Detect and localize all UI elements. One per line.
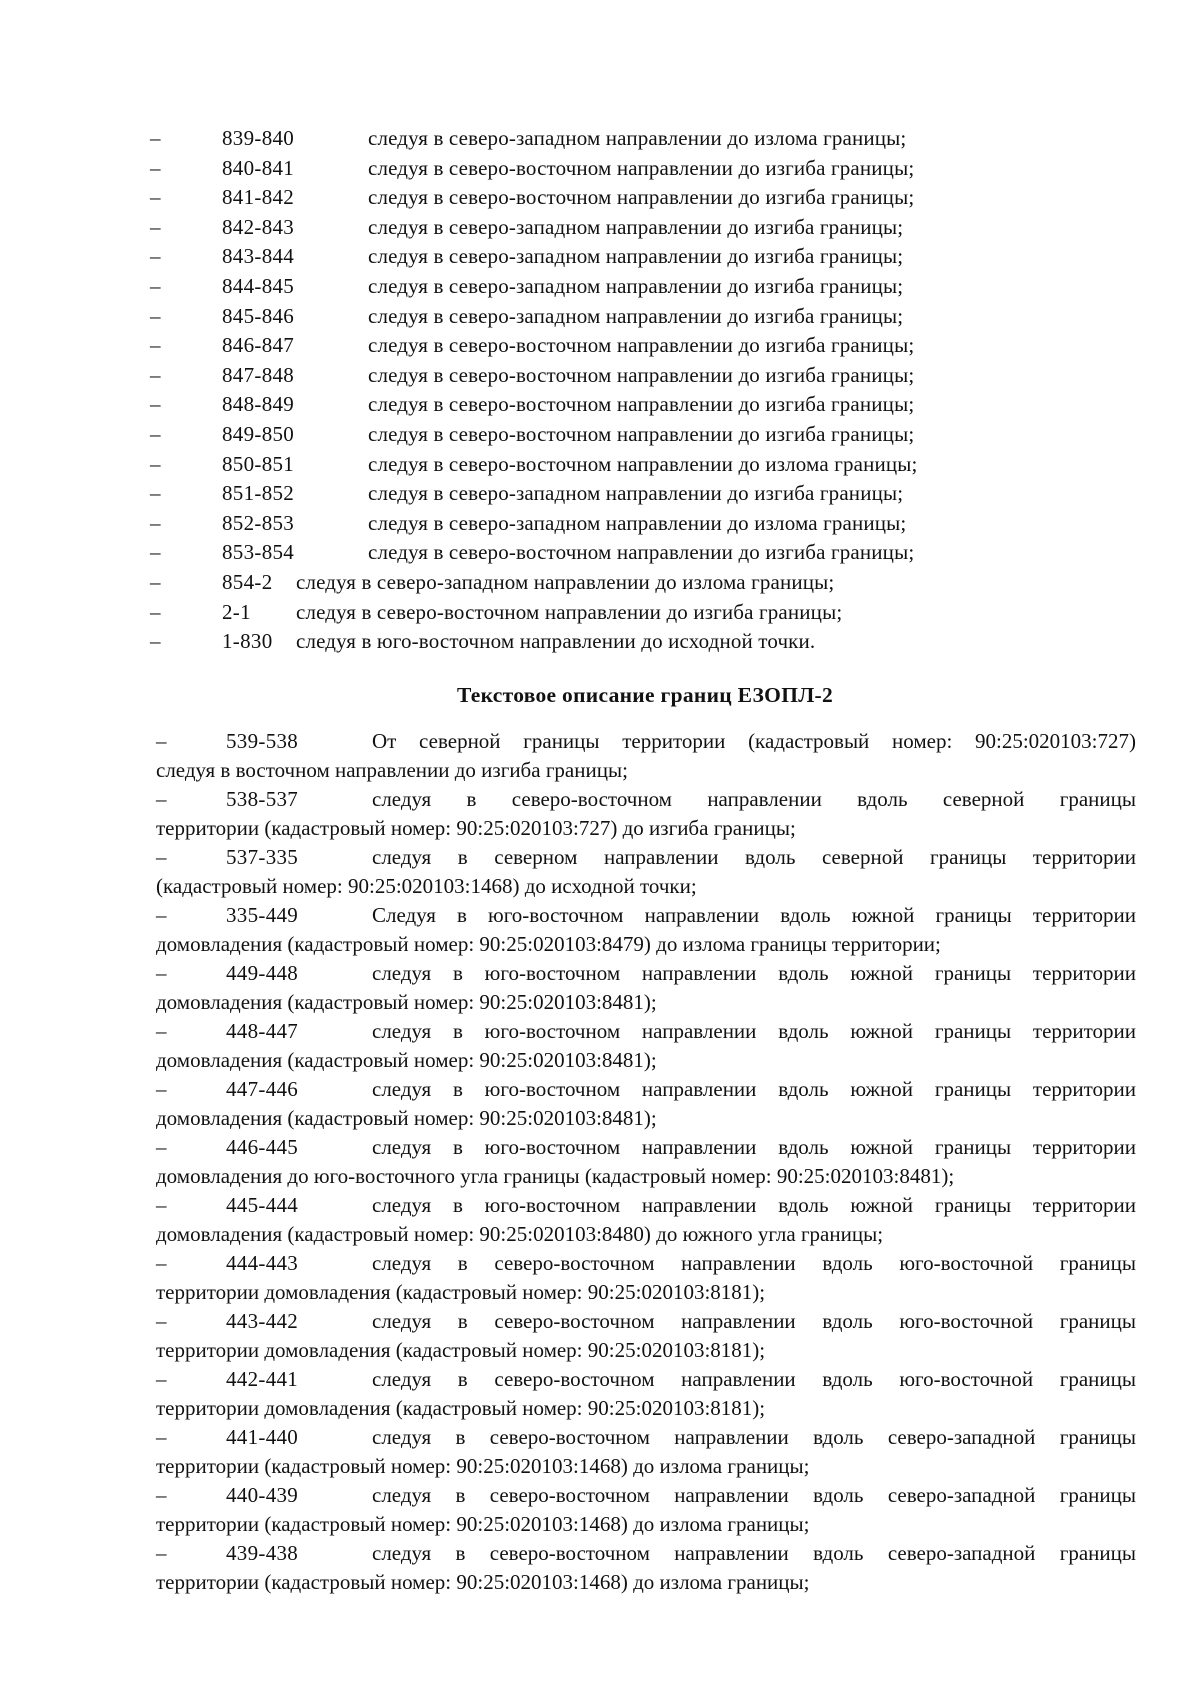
list-dash: – <box>150 303 161 328</box>
segment-description-line-2: территории (кадастровый номер: 90:25:020103:1468) до излома границы; <box>156 1569 810 1594</box>
list-dash: – <box>156 729 167 753</box>
list-dash: – <box>150 126 161 150</box>
segment-description-line-2: домовладения (кадастровый номер: 90:25:020103:8481); <box>156 989 657 1014</box>
segment-description: следуя в северо-восточном направлении до излома границы; <box>368 451 918 476</box>
list-item <box>156 1133 1136 1191</box>
list-item <box>150 272 1050 302</box>
list-item <box>156 1481 1136 1539</box>
list-dash: – <box>156 1193 167 1217</box>
point-range: 446-445 <box>226 1135 299 1159</box>
list-dash: – <box>156 1541 167 1565</box>
list-dash: – <box>156 1483 167 1507</box>
segment-description-line-2: домовладения (кадастровый номер: 90:25:020103:8481); <box>156 1047 657 1072</box>
segment-description-line-2: домовладения (кадастровый номер: 90:25:020103:8480) до южного угла границы; <box>156 1221 884 1246</box>
list-item <box>150 420 1050 450</box>
point-range: 851-852 <box>222 481 295 506</box>
list-item <box>150 568 1050 598</box>
list-dash: – <box>156 1425 167 1449</box>
point-range: 441-440 <box>226 1425 299 1449</box>
boundary-list-part-1 <box>150 124 1050 657</box>
segment-description: следуя в северо-восточном направлении до изгиба границы; <box>368 421 915 446</box>
list-dash: – <box>150 421 161 446</box>
point-range: 845-846 <box>222 303 295 328</box>
segment-description: следуя в северо-западном направлении до изгиба границы; <box>368 214 904 239</box>
segment-description-line-2: территории (кадастровый номер: 90:25:020103:1468) до излома границы; <box>156 1511 810 1536</box>
list-item <box>156 1075 1136 1133</box>
list-dash: – <box>150 214 161 239</box>
segment-description-line-1: следуя в северо-восточном направлении вдоль северной границы <box>372 787 1136 811</box>
point-range: 846-847 <box>222 333 295 358</box>
list-item <box>150 183 1050 213</box>
list-dash: – <box>150 629 161 654</box>
list-item <box>156 1191 1136 1249</box>
segment-description-line-1: следуя в юго-восточном направлении вдоль южной границы территории <box>372 1019 1136 1043</box>
list-dash: – <box>150 244 161 269</box>
point-range: 539-538 <box>226 729 299 753</box>
segment-description-line-1: следуя в юго-восточном направлении вдоль южной границы территории <box>372 1135 1136 1159</box>
list-item <box>156 1423 1136 1481</box>
segment-description-line-1: следуя в юго-восточном направлении вдоль южной границы территории <box>372 1193 1136 1217</box>
list-item <box>150 154 1050 184</box>
segment-description-line-2: домовладения (кадастровый номер: 90:25:020103:8479) до излома границы территории; <box>156 931 941 956</box>
segment-description-line-1: следуя в северо-восточном направлении вдоль юго-восточной границы <box>372 1309 1136 1333</box>
segment-description: следуя в северо-западном направлении до изгиба границы; <box>368 481 904 506</box>
list-dash: – <box>156 903 167 927</box>
point-range: 448-447 <box>226 1019 299 1043</box>
list-dash: – <box>150 540 161 565</box>
list-dash: – <box>156 1309 167 1333</box>
segment-description-line-1: следуя в юго-восточном направлении вдоль южной границы территории <box>372 961 1136 985</box>
point-range: 444-443 <box>226 1251 299 1275</box>
list-dash: – <box>150 451 161 476</box>
list-item <box>156 727 1136 785</box>
point-range: 440-439 <box>226 1483 299 1507</box>
list-item <box>150 450 1050 480</box>
list-item <box>150 479 1050 509</box>
segment-description: следуя в северо-западном направлении до излома границы; <box>368 510 907 535</box>
list-dash: – <box>156 1019 167 1043</box>
point-range: 847-848 <box>222 362 295 387</box>
list-item <box>156 901 1136 959</box>
segment-description-line-2: территории домовладения (кадастровый номер: 90:25:020103:8181); <box>156 1395 766 1420</box>
point-range: 854-2 <box>222 569 273 594</box>
segment-description-line-2: территории домовладения (кадастровый номер: 90:25:020103:8181); <box>156 1337 766 1362</box>
list-dash: – <box>156 1251 167 1275</box>
segment-description: следуя в северо-западном направлении до излома границы; <box>296 569 835 594</box>
list-dash: – <box>150 392 161 417</box>
list-dash: – <box>150 155 161 180</box>
list-item <box>150 361 1050 391</box>
section-heading: Текстовое описание границ ЕЗОПЛ-2 <box>456 683 834 707</box>
list-item <box>156 1017 1136 1075</box>
list-item <box>156 1307 1136 1365</box>
segment-description: следуя в северо-западном направлении до излома границы; <box>368 126 907 150</box>
list-item <box>150 213 1050 243</box>
point-range: 839-840 <box>222 126 295 150</box>
point-range: 844-845 <box>222 273 295 298</box>
list-item <box>150 124 1050 154</box>
segment-description: следуя в юго-восточном направлении до исходной точки. <box>296 629 816 654</box>
list-item <box>150 390 1050 420</box>
list-dash: – <box>150 569 161 594</box>
segment-description-line-1: следуя в северном направлении вдоль северной границы территории <box>372 845 1136 869</box>
boundary-list-part-2 <box>156 727 1136 1597</box>
segment-description-line-1: следуя в северо-восточном направлении вдоль северо-западной границы <box>372 1425 1136 1449</box>
point-range: 849-850 <box>222 421 295 446</box>
point-range: 538-537 <box>226 787 299 811</box>
point-range: 848-849 <box>222 392 295 417</box>
segment-description-line-1: Следуя в юго-восточном направлении вдоль южной границы территории <box>372 903 1136 927</box>
point-range: 449-448 <box>226 961 299 985</box>
segment-description-line-2: домовладения до юго-восточного угла границы (кадастровый номер: 90:25:020103:8481); <box>156 1163 955 1188</box>
list-item <box>150 627 1050 657</box>
point-range: 843-844 <box>222 244 295 269</box>
point-range: 335-449 <box>226 903 299 927</box>
list-dash: – <box>150 481 161 506</box>
segment-description-line-1: От северной границы территории (кадастровый номер: 90:25:020103:727) <box>372 729 1136 753</box>
point-range: 442-441 <box>226 1367 299 1391</box>
segment-description-line-2: домовладения (кадастровый номер: 90:25:020103:8481); <box>156 1105 657 1130</box>
list-dash: – <box>156 845 167 869</box>
list-item <box>150 331 1050 361</box>
segment-description: следуя в северо-западном направлении до изгиба границы; <box>368 273 904 298</box>
segment-description-line-2: (кадастровый номер: 90:25:020103:1468) до исходной точки; <box>156 873 697 898</box>
point-range: 537-335 <box>226 845 299 869</box>
list-item <box>156 1365 1136 1423</box>
point-range: 852-853 <box>222 510 295 535</box>
segment-description: следуя в северо-восточном направлении до изгиба границы; <box>368 392 915 417</box>
list-item <box>156 1539 1136 1597</box>
list-item <box>156 785 1136 843</box>
point-range: 850-851 <box>222 451 295 476</box>
list-dash: – <box>150 273 161 298</box>
list-item <box>156 1249 1136 1307</box>
list-dash: – <box>156 961 167 985</box>
point-range: 439-438 <box>226 1541 299 1565</box>
point-range: 443-442 <box>226 1309 299 1333</box>
list-dash: – <box>150 185 161 210</box>
list-dash: – <box>156 1367 167 1391</box>
point-range: 445-444 <box>226 1193 299 1217</box>
list-item <box>150 242 1050 272</box>
list-dash: – <box>150 362 161 387</box>
list-item <box>156 959 1136 1017</box>
list-dash: – <box>150 599 161 624</box>
segment-description: следуя в северо-восточном направлении до изгиба границы; <box>368 155 915 180</box>
point-range: 842-843 <box>222 214 295 239</box>
segment-description-line-1: следуя в северо-восточном направлении вдоль северо-западной границы <box>372 1483 1136 1507</box>
list-dash: – <box>156 1135 167 1159</box>
list-dash: – <box>150 333 161 358</box>
segment-description: следуя в северо-восточном направлении до изгиба границы; <box>368 540 915 565</box>
list-dash: – <box>156 787 167 811</box>
segment-description: следуя в северо-восточном направлении до изгиба границы; <box>296 599 843 624</box>
segment-description: следуя в северо-западном направлении до изгиба границы; <box>368 303 904 328</box>
point-range: 1-830 <box>222 629 273 654</box>
segment-description: следуя в северо-восточном направлении до изгиба границы; <box>368 185 915 210</box>
segment-description-line-1: следуя в северо-восточном направлении вдоль юго-восточной границы <box>372 1367 1136 1391</box>
point-range: 2-1 <box>222 599 251 624</box>
segment-description-line-2: территории домовладения (кадастровый номер: 90:25:020103:8181); <box>156 1279 766 1304</box>
list-dash: – <box>156 1077 167 1101</box>
point-range: 853-854 <box>222 540 295 565</box>
list-dash: – <box>150 510 161 535</box>
segment-description-line-1: следуя в северо-восточном направлении вдоль северо-западной границы <box>372 1541 1136 1565</box>
point-range: 840-841 <box>222 155 295 180</box>
segment-description-line-2: территории (кадастровый номер: 90:25:020103:1468) до излома границы; <box>156 1453 810 1478</box>
segment-description-line-2: следуя в восточном направлении до изгиба границы; <box>156 757 628 782</box>
list-item <box>150 302 1050 332</box>
segment-description-line-2: территории (кадастровый номер: 90:25:020103:727) до изгиба границы; <box>156 815 796 840</box>
segment-description-line-1: следуя в юго-восточном направлении вдоль южной границы территории <box>372 1077 1136 1101</box>
list-item <box>156 843 1136 901</box>
point-range: 447-446 <box>226 1077 299 1101</box>
point-range: 841-842 <box>222 185 295 210</box>
segment-description: следуя в северо-восточном направлении до изгиба границы; <box>368 333 915 358</box>
segment-description-line-1: следуя в северо-восточном направлении вдоль юго-восточной границы <box>372 1251 1136 1275</box>
list-item <box>150 538 1050 568</box>
segment-description: следуя в северо-западном направлении до изгиба границы; <box>368 244 904 269</box>
list-item <box>150 598 1050 628</box>
list-item <box>150 509 1050 539</box>
segment-description: следуя в северо-восточном направлении до изгиба границы; <box>368 362 915 387</box>
